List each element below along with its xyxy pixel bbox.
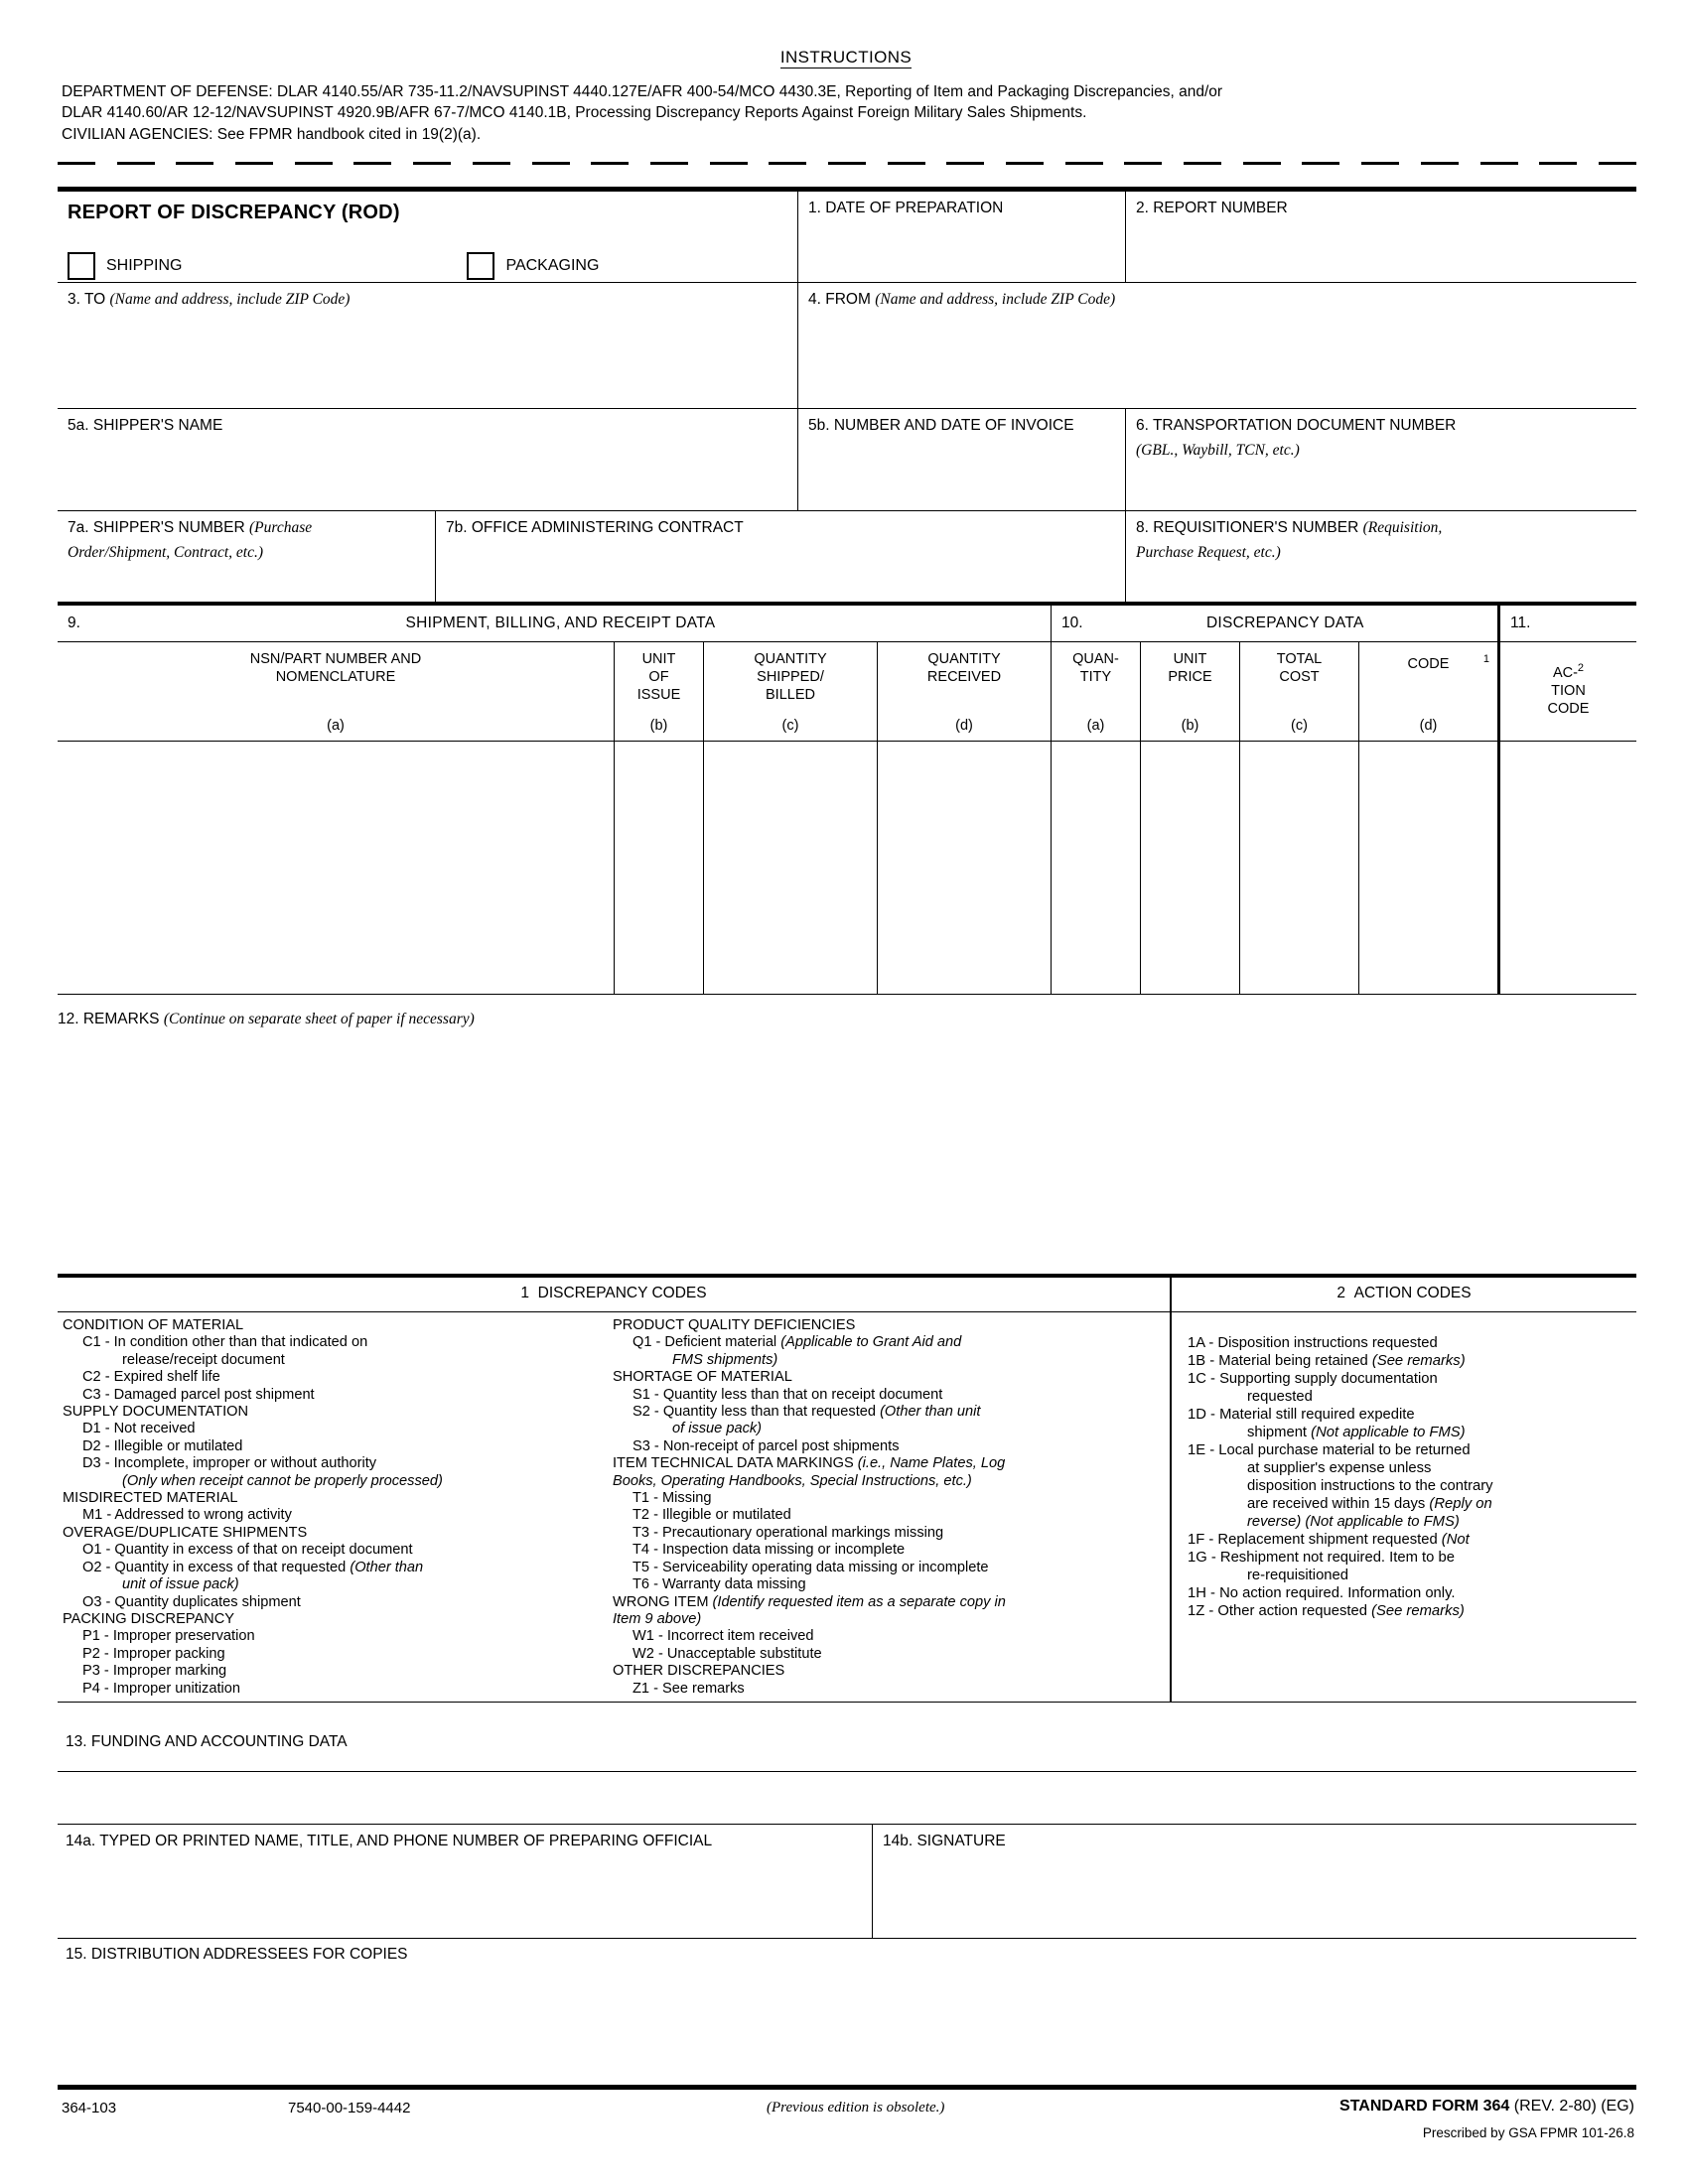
data-cell-action-code[interactable] — [1497, 742, 1636, 994]
discrepancy-code-mid-11: T4 - Inspection data missing or incomplete — [633, 1542, 906, 1559]
data-cell-quantity-shipped-billed[interactable] — [703, 742, 877, 994]
discrepancy-code-left-13: O2 - Quantity in excess of that requested (Other than unit of issue pack) — [63, 1560, 609, 1594]
col-header-discrepancy-quantity-sub: (a) — [1086, 718, 1105, 734]
discrepancy-code-mid-12: T5 - Serviceability operating data missing or incomplete — [633, 1559, 989, 1575]
field-3-to[interactable] — [58, 283, 797, 408]
action-code-7: 1G - Reshipment not required. Item to be re-requisitioned — [1188, 1549, 1626, 1584]
col-header-quantity-received-sub: (d) — [955, 718, 973, 734]
section-11-number: 11. — [1510, 614, 1531, 631]
action-code-5-cont3: are received within 15 days (Reply on — [1247, 1496, 1492, 1512]
field-15-label: 15. DISTRIBUTION ADDRESSEES FOR COPIES — [66, 1946, 408, 1963]
field-5b-invoice[interactable] — [797, 409, 1125, 510]
discrepancy-code-mid-3: SHORTAGE OF MATERIAL — [613, 1369, 792, 1386]
form-row-column-headers — [58, 642, 1636, 742]
instructions-line-dod-2: DLAR 4140.60/AR 12-12/NAVSUPINST 4920.9B/AFR 67-7/MCO 4140.1B, Processing Discrepancy Reports Against Foreign Military Sales Shipments. — [62, 104, 1087, 121]
action-code-4-cont-italic: (Not applicable to FMS) — [1311, 1425, 1466, 1440]
discrepancy-code-mid-5-cont-italic: of issue pack) — [672, 1421, 763, 1437]
field-15-distribution-addressees[interactable] — [58, 1984, 1636, 2096]
field-14-row — [58, 1825, 1636, 1939]
col-header-quantity-shipped-sub: (c) — [781, 718, 799, 734]
discrepancy-code-mid-2: Q1 - Deficient material (Applicable to Grant Aid and FMS shipments) — [613, 1334, 1170, 1369]
field-6-hint: (GBL., Waybill, TCN, etc.) — [1136, 442, 1300, 459]
discrepancy-code-left-18: P3 - Improper marking — [82, 1663, 227, 1680]
form-row-shipper-number — [58, 511, 1636, 603]
discrepancy-code-mid-1: PRODUCT QUALITY DEFICIENCIES — [613, 1317, 856, 1333]
footer-form-number: 364-103 — [62, 2100, 117, 2116]
form-row-shipper-invoice — [58, 409, 1636, 511]
data-cell-unit-price[interactable] — [1140, 742, 1239, 994]
discrepancy-code-left-2: C1 - In condition other than that indicated on release/receipt document — [63, 1334, 609, 1369]
footer-nsn: 7540-00-159-4442 — [288, 2100, 411, 2116]
section-11-banner — [1497, 606, 1636, 641]
form-row-to-from — [58, 283, 1636, 409]
field-5a-label: 5a. SHIPPER'S NAME — [68, 417, 223, 434]
section-9-title: SHIPMENT, BILLING, AND RECEIPT DATA — [405, 614, 716, 631]
packaging-checkbox-label: PACKAGING — [505, 257, 600, 274]
instructions-line-dod-1: DEPARTMENT OF DEFENSE: DLAR 4140.55/AR 735-11.2/NAVSUPINST 4440.127E/AFR 400-54/MCO 4430.3E, Reporting of Item and Packaging Discrepancies, and/or — [62, 83, 1223, 100]
discrepancy-code-left-14: O3 - Quantity duplicates shipment — [82, 1593, 301, 1610]
action-code-2-italic: (See remarks) — [1371, 1353, 1466, 1369]
field-2-label: 2. REPORT NUMBER — [1136, 200, 1288, 216]
action-code-8: 1H - No action required. Information only. — [1188, 1585, 1456, 1601]
col-header-nsn-sub: (a) — [327, 718, 345, 734]
field-14a-label: 14a. TYPED OR PRINTED NAME, TITLE, AND PHONE NUMBER OF PREPARING OFFICIAL — [66, 1833, 713, 1849]
field-8-requisitioners-number[interactable] — [1125, 511, 1636, 602]
discrepancy-codes-columns — [58, 1312, 1170, 1702]
form-row-title — [58, 192, 1636, 283]
discrepancy-code-left-8-cont-italic: (Only when receipt cannot be properly processed) — [122, 1472, 443, 1489]
discrepancy-code-mid-9: T2 - Illegible or mutilated — [633, 1507, 791, 1524]
discrepancy-codes-column-1 — [58, 1317, 609, 1698]
discrepancy-code-left-5: SUPPLY DOCUMENTATION — [63, 1404, 249, 1421]
discrepancy-code-mid-17: OTHER DISCREPANCIES — [613, 1663, 785, 1680]
field-8-hint2: Purchase Request, etc.) — [1136, 544, 1281, 561]
col-header-unit-of-issue: UNIT OF ISSUE (b) — [614, 642, 703, 741]
form-footer — [58, 2085, 1636, 2159]
action-codes-column — [1170, 1312, 1636, 1702]
col-header-total-cost-sub: (c) — [1291, 718, 1308, 734]
discrepancy-code-left-16: P1 - Improper preservation — [82, 1628, 255, 1645]
discrepancy-code-left-17: P2 - Improper packing — [82, 1645, 225, 1662]
col-header-unit-price: UNIT PRICE (b) — [1140, 642, 1239, 741]
field-14b-label: 14b. SIGNATURE — [883, 1833, 1006, 1849]
shipping-checkbox[interactable] — [68, 252, 95, 280]
instructions-line-civilian: CIVILIAN AGENCIES: See FPMR handbook cited in 19(2)(a). — [62, 126, 482, 143]
col-header-unit-of-issue-sub: (b) — [649, 718, 668, 734]
action-code-2: 1B - Material being retained (See remarks) — [1188, 1353, 1466, 1369]
field-5b-label: 5b. NUMBER AND DATE OF INVOICE — [808, 417, 1074, 434]
action-code-5-cont2: disposition instructions to the contrary — [1247, 1478, 1493, 1494]
footer-standard-form: STANDARD FORM 364 (REV. 2-80) (EG) — [1339, 2098, 1634, 2115]
col-header-unit-price-sub: (b) — [1181, 718, 1199, 734]
discrepancy-code-mid-14: WRONG ITEM (Identify requested item as a separate copy in Item 9 above) — [613, 1594, 1170, 1629]
field-15-label-row — [58, 1939, 1636, 1984]
field-7a-label: 7a. SHIPPER'S NUMBER (Purchase — [68, 519, 313, 536]
field-2-report-number[interactable] — [1125, 192, 1636, 282]
section-10-title: DISCREPANCY DATA — [1205, 614, 1364, 631]
instructions-title: INSTRUCTIONS — [779, 48, 913, 67]
dashed-separator — [58, 162, 1636, 166]
field-7b-label: 7b. OFFICE ADMINISTERING CONTRACT — [446, 519, 744, 536]
discrepancy-code-left-10: M1 - Addressed to wrong activity — [82, 1507, 292, 1524]
discrepancy-code-mid-10: T3 - Precautionary operational markings missing — [633, 1524, 944, 1541]
field-8-label: 8. REQUISITIONER'S NUMBER (Requisition, — [1136, 519, 1443, 536]
action-code-6-italic: (Not — [1441, 1532, 1470, 1548]
discrepancy-code-mid-14-cont-flush: Item 9 above) — [613, 1610, 702, 1627]
discrepancy-code-mid-18: Z1 - See remarks — [633, 1680, 745, 1697]
discrepancy-code-mid-7: ITEM TECHNICAL DATA MARKINGS (i.e., Name Plates, Log Books, Operating Handbooks, Special Instructions, etc.) — [613, 1455, 1170, 1490]
field-7a-hint2: Order/Shipment, Contract, etc.) — [68, 544, 264, 561]
discrepancy-code-mid-14-italic: (Identify requested item as a separate copy in — [712, 1593, 1006, 1610]
discrepancy-code-mid-15: W1 - Incorrect item received — [633, 1628, 814, 1645]
col-header-discrepancy-code-sub: (d) — [1419, 718, 1438, 734]
col-header-quantity-shipped-billed: QUANTITY SHIPPED/ BILLED (c) — [703, 642, 877, 741]
discrepancy-code-left-12: O1 - Quantity in excess of that on receipt document — [82, 1542, 413, 1559]
section-10-banner — [1051, 606, 1497, 641]
section-9-banner — [58, 606, 1051, 641]
field-5a-shippers-name[interactable] — [58, 409, 797, 510]
discrepancy-codes-column-2 — [609, 1317, 1170, 1698]
data-cell-discrepancy-code[interactable] — [1358, 742, 1497, 994]
data-cell-quantity-received[interactable] — [877, 742, 1051, 994]
action-code-4-cont: shipment (Not applicable to FMS) — [1247, 1425, 1466, 1440]
discrepancy-code-mid-7-italic: (i.e., Name Plates, Log — [857, 1455, 1006, 1472]
action-code-4: 1D - Material still required expedite shipment (Not applicable to FMS) — [1188, 1406, 1626, 1441]
field-7b-office-administering-contract[interactable] — [435, 511, 1125, 602]
action-code-5-cont4-italic: reverse) (Not applicable to FMS) — [1247, 1514, 1460, 1530]
field-13-label-row — [58, 1726, 1636, 1772]
form-row-data-entry — [58, 742, 1636, 995]
discrepancy-code-mid-4: S1 - Quantity less than that on receipt document — [633, 1386, 943, 1403]
discrepancy-code-superscript: 1 — [1482, 653, 1489, 665]
action-code-5-cont: at supplier's expense unless — [1247, 1460, 1432, 1476]
discrepancy-code-mid-5-italic: (Other than unit — [880, 1404, 981, 1421]
field-14b-signature[interactable] — [872, 1825, 1636, 1938]
footer-prescribed-by: Prescribed by GSA FPMR 101-26.8 — [1422, 2125, 1634, 2140]
discrepancy-code-left-2-cont: release/receipt document — [122, 1351, 285, 1368]
discrepancy-code-mid-2-cont-italic: FMS shipments) — [672, 1351, 778, 1368]
discrepancy-code-mid-8: T1 - Missing — [633, 1490, 712, 1507]
field-6-transportation-document-number[interactable] — [1125, 409, 1636, 510]
discrepancy-code-left-13-cont-italic: unit of issue pack) — [122, 1576, 239, 1593]
col-header-discrepancy-code: $^1$ CODE (d) — [1358, 642, 1497, 741]
discrepancy-code-left-7: D2 - Illegible or mutilated — [82, 1437, 243, 1454]
field-6-label: 6. TRANSPORTATION DOCUMENT NUMBER — [1136, 417, 1457, 434]
discrepancy-codes-header: 1 DISCREPANCY CODES — [520, 1285, 707, 1301]
field-13-funding-accounting-data[interactable] — [58, 1772, 1636, 1825]
type-checkboxes — [68, 252, 787, 280]
discrepancy-code-left-11: OVERAGE/DUPLICATE SHIPMENTS — [63, 1524, 308, 1541]
discrepancy-code-left-19: P4 - Improper unitization — [82, 1680, 240, 1697]
field-3-label: 3. TO (Name and address, include ZIP Code) — [68, 291, 351, 308]
discrepancy-code-mid-13: T6 - Warranty data missing — [633, 1576, 806, 1593]
shipping-checkbox-label: SHIPPING — [106, 257, 183, 274]
discrepancy-code-left-1: CONDITION OF MATERIAL — [63, 1317, 244, 1333]
col-header-nsn-nomenclature: NSN/PART NUMBER AND NOMENCLATURE (a) — [58, 642, 614, 741]
field-4-from[interactable] — [797, 283, 1636, 408]
discrepancy-code-left-6: D1 - Not received — [82, 1421, 196, 1437]
action-codes-header: 2 ACTION CODES — [1170, 1278, 1636, 1311]
field-1-label: 1. DATE OF PREPARATION — [808, 200, 1004, 216]
field-1-date-of-preparation[interactable] — [797, 192, 1125, 282]
discrepancy-code-mid-2-italic: (Applicable to Grant Aid and — [780, 1334, 962, 1351]
discrepancy-code-mid-6: S3 - Non-receipt of parcel post shipments — [633, 1437, 900, 1454]
lower-fields — [58, 1726, 1636, 2096]
data-cell-discrepancy-quantity[interactable] — [1051, 742, 1140, 994]
footer-previous-edition-note: (Previous edition is obsolete.) — [767, 2100, 945, 2116]
discrepancy-code-left-13-italic: (Other than — [350, 1559, 424, 1575]
discrepancy-code-mid-7-cont-flush: Books, Operating Handbooks, Special Instructions, etc.) — [613, 1472, 972, 1489]
section-10-number: 10. — [1061, 614, 1083, 631]
discrepancy-code-mid-16: W2 - Unacceptable substitute — [633, 1645, 822, 1662]
action-code-3-cont: requested — [1247, 1389, 1313, 1405]
col-header-quantity-received: QUANTITY RECEIVED (d) — [877, 642, 1051, 741]
data-cell-nsn-nomenclature[interactable] — [58, 742, 614, 994]
action-code-superscript: 2 — [1577, 662, 1585, 674]
action-code-9-italic: (See remarks) — [1371, 1603, 1465, 1619]
field-7a-shippers-number[interactable] — [58, 511, 435, 602]
action-code-5: 1E - Local purchase material to be returned at supplier's expense unless disposition instructions to the contrary are received within 15 days (Reply on reverse) (Not applicable to FMS) — [1188, 1441, 1626, 1531]
discrepancy-code-left-3: C2 - Expired shelf life — [82, 1369, 220, 1386]
action-code-5-cont3-italic: (Reply on — [1429, 1496, 1492, 1512]
instructions-block — [62, 48, 1630, 145]
codes-block — [58, 1274, 1636, 1703]
col-header-action-code: AC-$^2$ TION CODE — [1497, 642, 1636, 741]
section-9-number: 9. — [68, 614, 80, 631]
discrepancy-code-left-9: MISDIRECTED MATERIAL — [63, 1490, 238, 1507]
field-4-label: 4. FROM (Name and address, include ZIP Code) — [808, 291, 1116, 308]
discrepancy-code-left-15: PACKING DISCREPANCY — [63, 1610, 234, 1627]
page-title: REPORT OF DISCREPANCY (ROD) — [68, 202, 400, 223]
col-header-total-cost: TOTAL COST (c) — [1239, 642, 1358, 741]
data-cell-total-cost[interactable] — [1239, 742, 1358, 994]
rod-title-cell — [58, 192, 797, 282]
codes-block-header — [58, 1278, 1636, 1312]
action-code-3: 1C - Supporting supply documentation requested — [1188, 1370, 1626, 1406]
field-12-label: 12. REMARKS — [58, 1011, 160, 1027]
field-12-remarks[interactable] — [58, 1011, 1636, 1028]
action-code-1: 1A - Disposition instructions requested — [1188, 1335, 1438, 1351]
codes-block-body — [58, 1312, 1636, 1703]
field-14a-preparing-official[interactable] — [58, 1825, 872, 1938]
form-row-section-banners — [58, 603, 1636, 642]
action-code-7-cont: re-requisitioned — [1247, 1568, 1348, 1583]
col-header-discrepancy-quantity: QUAN- TITY (a) — [1051, 642, 1140, 741]
packaging-checkbox[interactable] — [467, 252, 494, 280]
discrepancy-code-left-4: C3 - Damaged parcel post shipment — [82, 1386, 315, 1403]
form-table — [58, 187, 1636, 995]
action-code-9: 1Z - Other action requested (See remarks) — [1188, 1603, 1465, 1619]
data-cell-unit-of-issue[interactable] — [614, 742, 703, 994]
discrepancy-code-mid-5: S2 - Quantity less than that requested (Other than unit of issue pack) — [613, 1404, 1170, 1438]
discrepancy-code-left-8: D3 - Incomplete, improper or without authority (Only when receipt cannot be properly processed) — [63, 1455, 609, 1490]
field-12-hint: (Continue on separate sheet of paper if necessary) — [163, 1011, 475, 1027]
field-13-label: 13. FUNDING AND ACCOUNTING DATA — [66, 1733, 348, 1750]
action-code-6: 1F - Replacement shipment requested (Not — [1188, 1532, 1470, 1548]
